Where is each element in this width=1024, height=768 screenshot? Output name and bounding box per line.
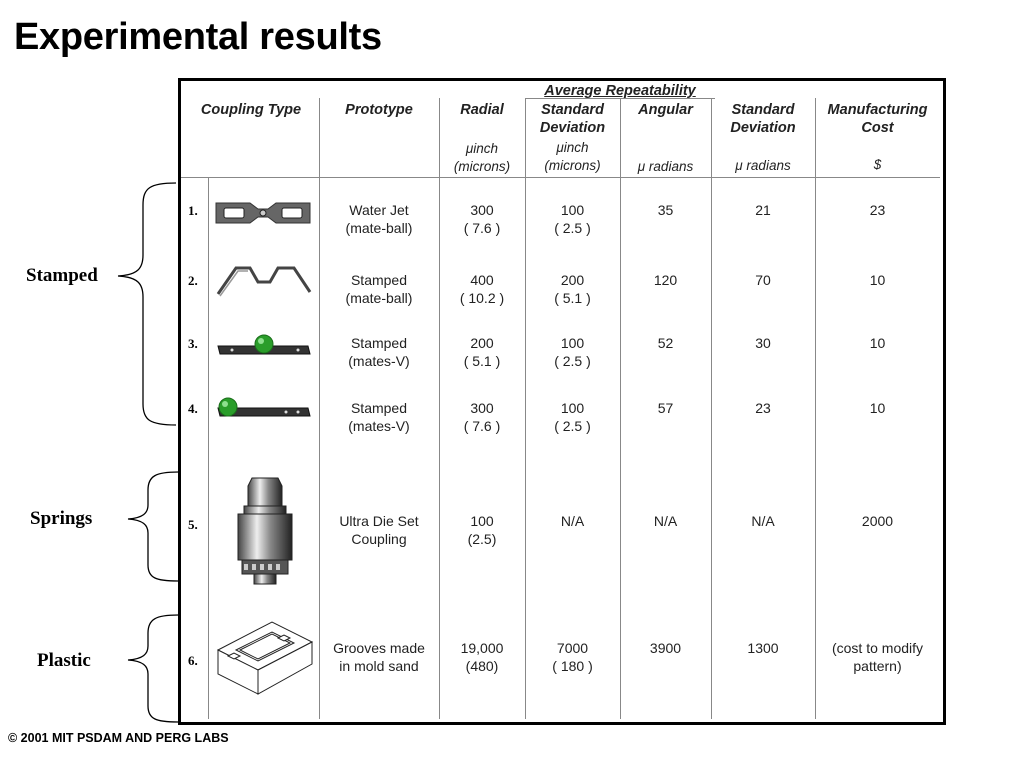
angular-value: 120 [653,272,678,288]
header-radial-unit-microns: (microns) [453,159,511,174]
header-mfg-cost: Manufacturing [827,102,928,118]
prototype-line2: (mates-V) [348,353,410,369]
divider [181,177,940,178]
mfg-cost: 2000 [861,513,894,529]
group-label-stamped: Stamped [26,265,98,286]
radial-microns: (480) [465,658,499,674]
group-label-springs: Springs [30,508,93,529]
plastic-brace [128,615,178,722]
header-std-dev-1-unit: μinch [556,140,589,155]
std-dev-value: 7000 [556,640,589,656]
prototype-line2: (mates-V) [348,418,410,434]
radial-value: 300 [470,202,494,218]
mfg-cost: 23 [869,202,886,218]
mfg-cost: 10 [869,335,886,351]
radial-microns: ( 7.6 ) [463,418,501,434]
row-number: 1. [188,203,198,218]
header-angular-unit: μ radians [637,159,694,174]
prototype-line2: (mate-ball) [345,220,413,236]
prototype-line1: Stamped [350,335,408,351]
angular-std-dev: 23 [755,400,771,416]
row-number: 3. [188,336,198,351]
mfg-cost: 10 [869,400,886,416]
prototype-line1: Stamped [350,400,408,416]
header-std-dev-2: Standard [731,102,795,118]
prototype-line2: (mate-ball) [345,290,413,306]
prototype-line1: Ultra Die Set [339,513,419,529]
std-dev-value: 100 [560,400,585,416]
radial-value: 19,000 [460,640,504,656]
radial-value: 400 [470,272,494,288]
header-average-repeatability: Average Repeatability [544,83,696,99]
mfg-cost: (cost to modify [831,640,924,656]
std-dev-microns: ( 2.5 ) [554,418,591,434]
header-std-dev-1: Standard [541,102,604,118]
header-std-dev-2b: Deviation [730,120,796,136]
header-coupling-type: Coupling Type [200,102,302,118]
angular-value: 57 [657,400,674,416]
header-radial-unit: μinch [465,141,499,156]
die-set-spring-image [232,476,298,588]
flat-bar-ball-end-image [214,394,314,424]
prototype-line2: Coupling [351,531,407,547]
springs-brace [128,472,178,581]
prototype-line1: Stamped [350,272,408,288]
header-angular: Angular [638,102,693,118]
mold-block-image [214,616,314,696]
std-dev-value: 100 [560,202,585,218]
angular-value: 52 [657,335,674,351]
prototype-line1: Water Jet [349,202,409,218]
prototype-line2: in mold sand [339,658,419,674]
chain-link-coupling-image [212,195,314,231]
std-dev-microns: ( 180 ) [552,658,593,674]
angular-std-dev: 1300 [747,640,779,656]
mfg-cost: 10 [869,272,886,288]
header-radial: Radial [460,102,504,118]
prototype-line1: Grooves made [333,640,425,656]
radial-microns: (2.5) [467,531,497,547]
angular-std-dev: 30 [755,335,771,351]
std-dev-value: 200 [560,272,585,288]
angular-value: 3900 [649,640,682,656]
radial-microns: ( 5.1 ) [463,353,501,369]
std-dev-value: 100 [560,335,585,351]
radial-microns: ( 10.2 ) [459,290,505,306]
std-dev-microns: ( 2.5 ) [554,220,591,236]
header-prototype: Prototype [345,102,413,118]
copyright-footer: © 2001 MIT PSDAM AND PERG LABS [8,731,229,745]
angular-std-dev: 21 [755,202,771,218]
std-dev-value: N/A [560,513,585,529]
row-number: 6. [188,653,198,668]
page-title: Experimental results [14,16,382,58]
group-label-plastic: Plastic [37,650,91,671]
mfg-cost-line2: pattern) [853,658,902,674]
stamped-brace [118,183,176,425]
divider [208,178,209,719]
angular-std-dev: 70 [755,272,771,288]
header-std-dev-1-unit-microns: (microns) [544,158,601,173]
radial-value: 200 [470,335,494,351]
radial-value: 100 [470,513,494,529]
bent-strip-coupling-image [214,262,314,302]
row-number: 5. [188,517,198,532]
row-number: 2. [188,273,198,288]
angular-value: 35 [657,202,674,218]
header-std-dev-2-unit: μ radians [735,158,791,173]
flat-bar-ball-center-image [214,330,314,360]
radial-microns: ( 7.6 ) [463,220,501,236]
std-dev-microns: ( 2.5 ) [554,353,591,369]
header-std-dev-1b: Deviation [539,120,606,136]
header-mfg-unit: $ [873,157,882,172]
row-number: 4. [188,401,198,416]
std-dev-microns: ( 5.1 ) [554,290,591,306]
radial-value: 300 [470,400,494,416]
header-mfg-cost-b: Cost [861,120,894,136]
angular-value: N/A [653,513,678,529]
angular-std-dev: N/A [751,513,775,529]
